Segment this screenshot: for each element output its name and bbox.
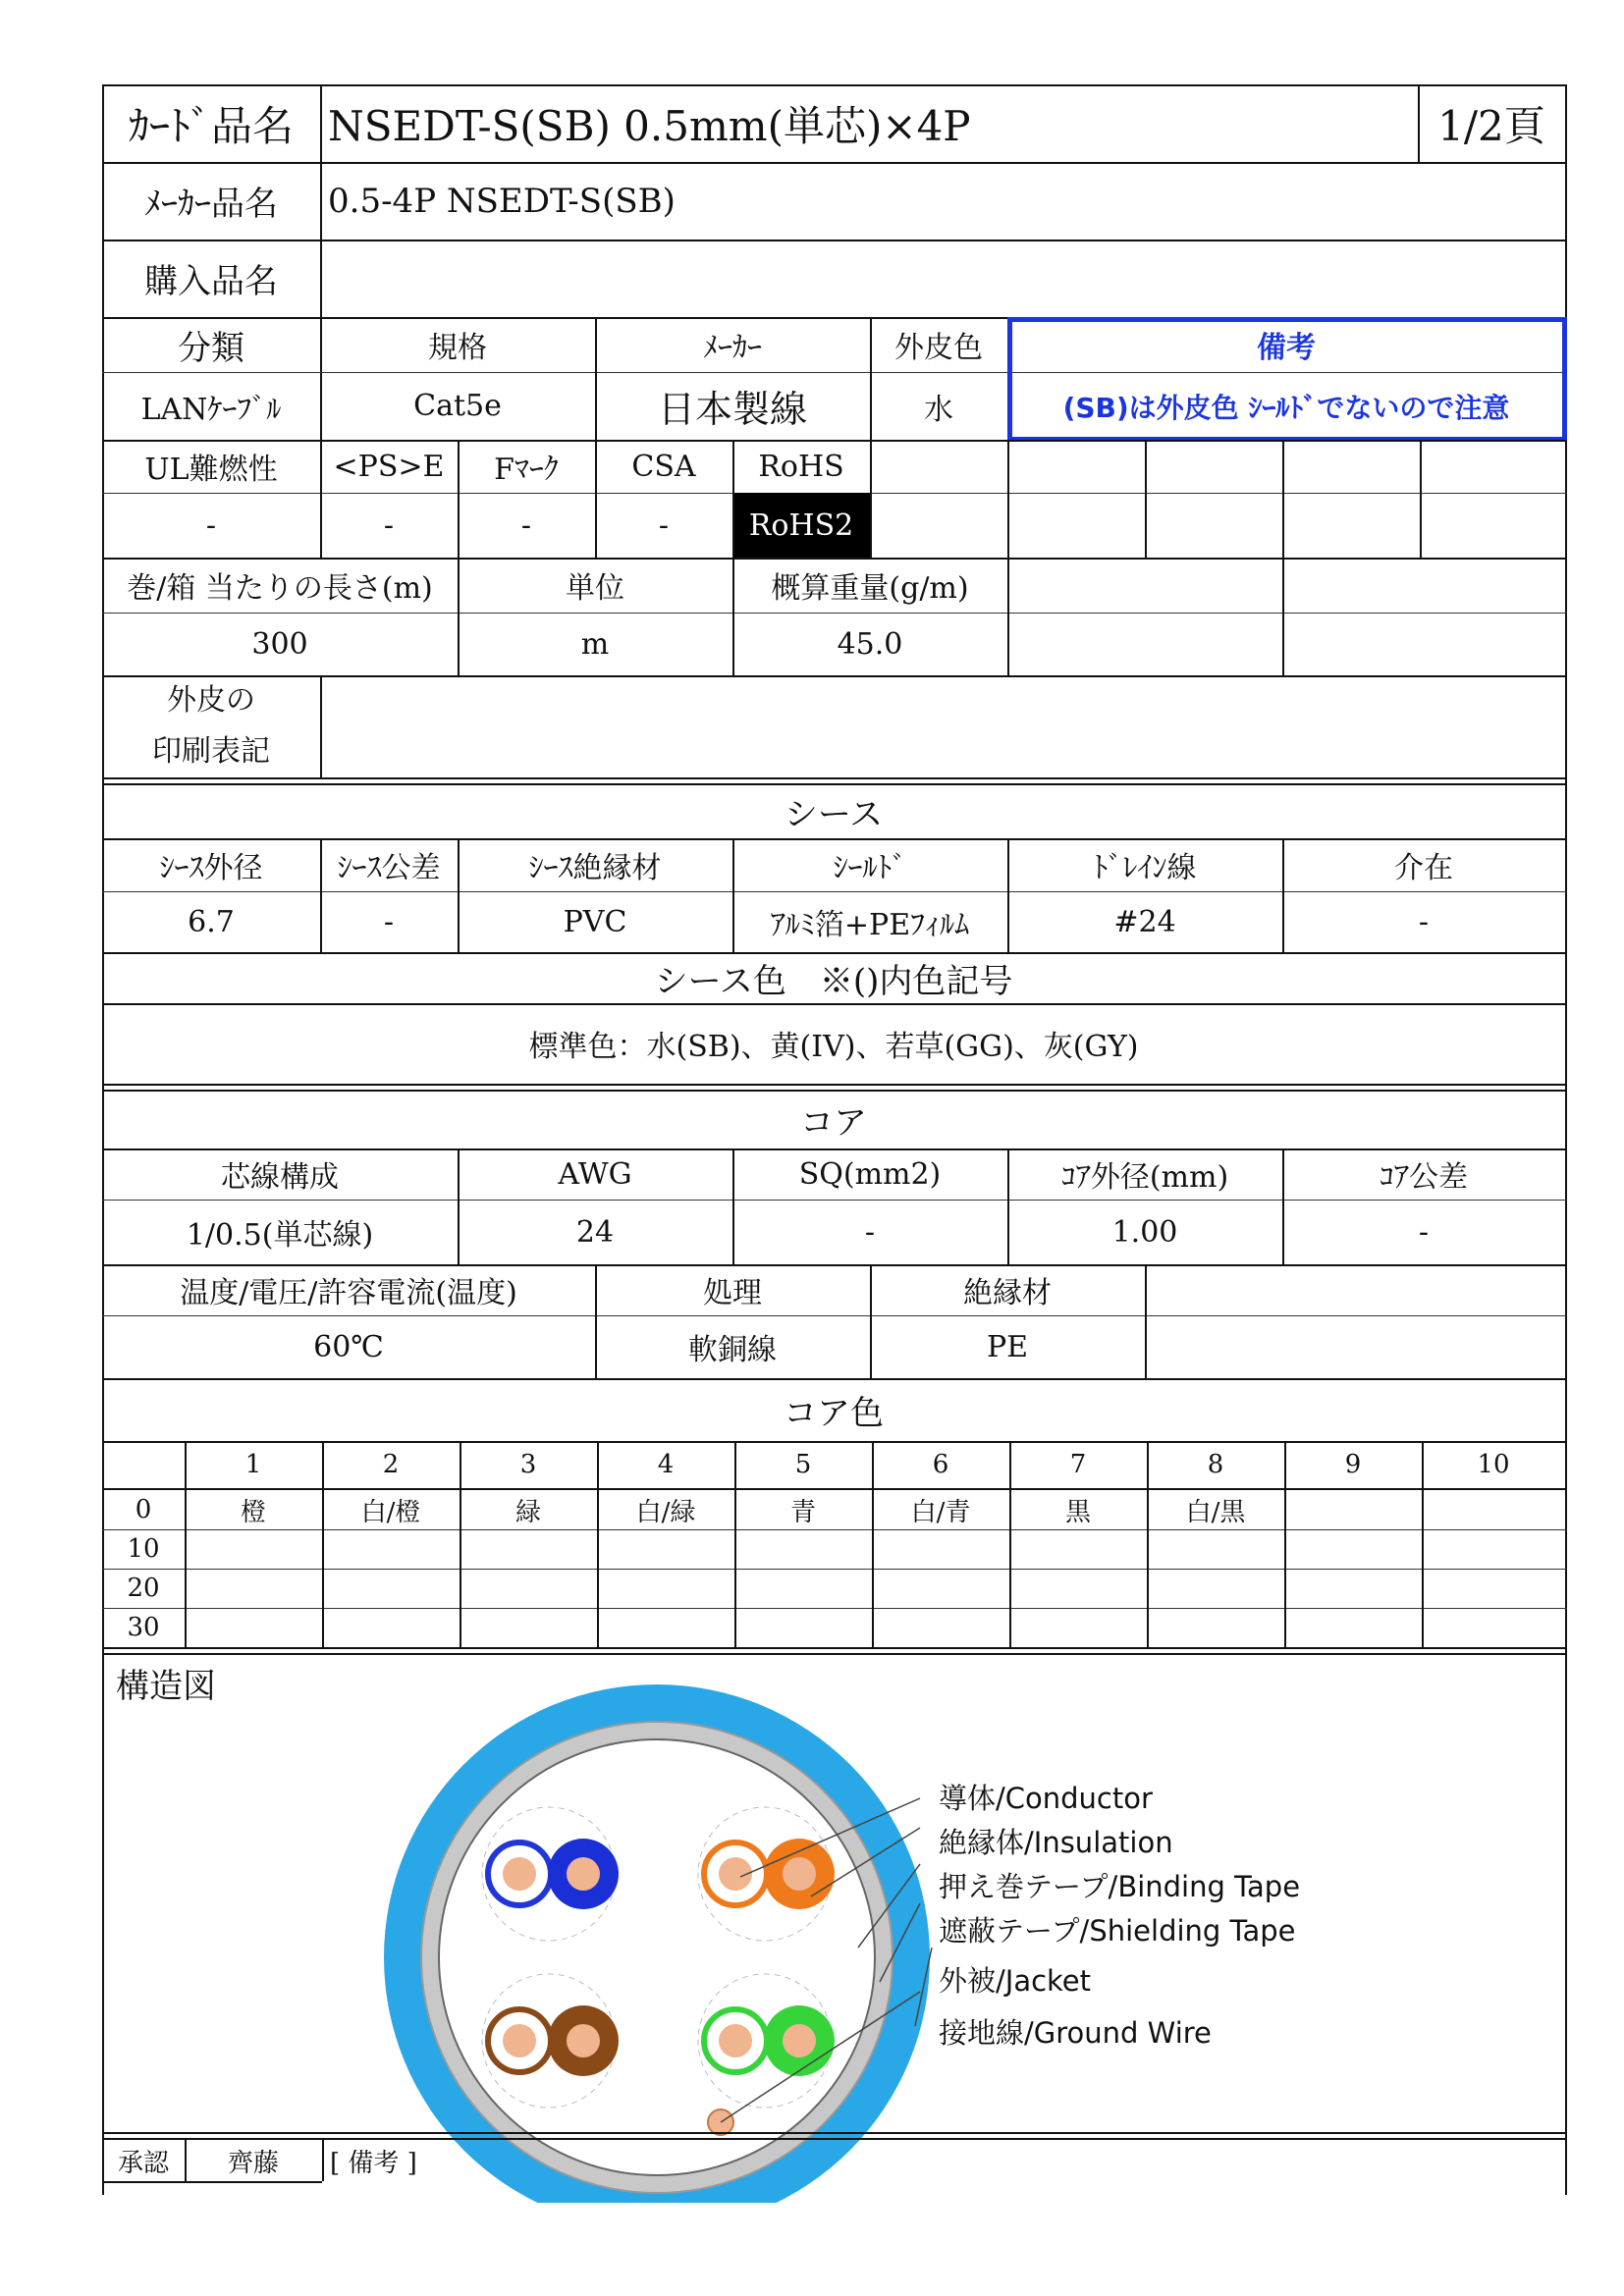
note-header: 備考 [1257,331,1316,365]
cert-fmark-value: - [520,507,532,543]
purchase-name-label: 購入品名 [144,262,278,301]
sheath-od-value: 6.7 [188,904,235,939]
core-color-9 [1284,1490,1422,1529]
length-value-row [102,613,1567,675]
maker-name-row [102,162,1567,240]
shield-header: ｼｰﾙﾄﾞ [833,851,907,885]
sheath-color-title-row [102,952,1567,1003]
core-color-3: 緑 [514,1497,541,1527]
sheath-material-value: PVC [563,904,627,939]
note-value: (SB)は外皮色 ｼｰﾙﾄﾞでないので注意 [1062,391,1510,424]
unit-value: m [580,626,610,662]
cert-csa-value: - [658,507,670,543]
weight-value: 45.0 [837,626,903,662]
maker-name-value: 0.5-4P NSEDT-S(SB) [328,181,676,221]
maker-name-label: ﾒｰｶｰ品名 [144,185,278,224]
sheath-title: シース [784,794,884,834]
print-label: 外皮の 印刷表記 [152,683,270,769]
cert-ul-value: - [205,507,217,543]
col-2: 2 [382,1450,400,1479]
weight-header: 概算重量(g/m) [771,571,969,606]
core-title: コア [800,1102,867,1143]
col-8: 8 [1207,1450,1224,1479]
core-value2-row [102,1315,1567,1378]
kikaku-value: Cat5e [413,389,502,423]
maker-header: ﾒｰｶｰ [703,331,762,365]
approve-label: 承認 [117,2148,169,2178]
core-tol-header: ｺｱ公差 [1380,1160,1468,1195]
core-title-row [102,1090,1567,1148]
cert-pse-header: <PS>E [333,449,445,484]
core-header-row [102,1148,1567,1200]
label-conductor: 導体/Conductor [939,1782,1153,1815]
binding-tape-layer [439,1739,875,2175]
card-name-value: NSEDT-S(SB) 0.5mm(単芯)×4P [328,101,971,150]
treatment-value: 軟銅線 [688,1333,777,1367]
length-header-row [102,558,1567,613]
sheath-color-title: シース色 ※()内色記号 [654,961,1013,1001]
length-value: 300 [251,626,308,662]
purchase-name-row [102,240,1567,317]
awg-header: AWG [558,1156,632,1192]
label-binding-tape: 押え巻テープ/Binding Tape [939,1870,1301,1903]
footer-note: [ 備考 ] [330,2148,417,2178]
treatment-header: 処理 [703,1276,762,1310]
print-value [320,675,1557,777]
purchase-name-value [320,240,1557,317]
core-color-4: 白/緑 [635,1497,696,1527]
core-header2-row [102,1264,1567,1315]
col-6: 6 [932,1450,949,1479]
col-4: 4 [657,1450,675,1479]
core-od-header: ｺｱ外径(mm) [1060,1160,1229,1195]
cert-csa-header: CSA [631,449,696,484]
label-shielding-tape: 遮蔽テープ/Shielding Tape [939,1914,1296,1948]
insulation-header: 絶縁材 [963,1276,1052,1310]
unit-header: 単位 [566,571,624,606]
card-name-label: ｶｰﾄﾞ品名 [128,101,294,150]
jacket-color-header: 外皮色 [894,331,983,365]
sq-value: - [864,1214,876,1250]
row-label-20: 20 [127,1574,160,1603]
cert-rohs-value: RoHS2 [732,493,870,558]
col-3: 3 [519,1450,537,1479]
temp-header: 温度/電圧/許容電流(温度) [180,1276,517,1310]
diagram-title: 構造図 [116,1667,216,1706]
sheath-tol-header: ｼｰｽ公差 [337,851,441,885]
filler-value: - [1418,904,1430,939]
label-ground-wire: 接地線/Ground Wire [939,2016,1212,2050]
core-color-1: 橙 [240,1497,266,1527]
core-color-title: コア色 [784,1393,884,1433]
maker-value: 日本製線 [657,388,807,431]
core-color-10 [1422,1490,1565,1529]
page-number: 1/2頁 [1437,101,1545,150]
sheath-material-header: ｼｰｽ絶縁材 [528,851,662,885]
label-insulation: 絶縁体/Insulation [939,1826,1173,1859]
core-value-row [102,1200,1567,1264]
core-structure-value: 1/0.5(単芯線) [186,1218,374,1253]
note-highlight-box [1007,317,1567,442]
bunrui-value: LANｹｰﾌﾞﾙ [140,392,282,427]
insulation-value: PE [986,1329,1029,1364]
row-label-30: 30 [127,1613,160,1642]
sheath-color-value: 標準色：水(SB)、黄(IV)、若草(GG)、灰(GY) [528,1030,1139,1064]
shield-value: ｱﾙﾐ箔+PEﾌｨﾙﾑ [770,908,970,942]
drain-value: #24 [1113,904,1176,939]
awg-value: 24 [575,1214,615,1250]
col-1: 1 [244,1450,262,1479]
core-color-title-row [102,1378,1567,1441]
core-od-value: 1.00 [1111,1214,1178,1250]
col-7: 7 [1069,1450,1087,1479]
cable-cross-section [102,1653,1565,2203]
drain-header: ﾄﾞﾚｲﾝ線 [1093,851,1197,885]
sheath-od-header: ｼｰｽ外径 [159,851,263,885]
sheath-title-row [102,783,1567,838]
length-header: 巻/箱 当たりの長さ(m) [127,571,433,606]
filler-header: 介在 [1394,851,1453,885]
jacket-color-value: 水 [924,392,953,427]
col-10: 10 [1477,1450,1510,1479]
core-tol-value: - [1418,1214,1430,1250]
spec-sheet [102,84,1567,2195]
sheath-color-row [102,1003,1567,1084]
col-5: 5 [794,1450,812,1479]
core-color-5: 青 [789,1497,816,1527]
core-structure-header: 芯線構成 [221,1160,339,1195]
bunrui-header: 分類 [178,328,244,368]
core-color-6: 白/青 [910,1497,971,1527]
col-9: 9 [1344,1450,1362,1479]
row-label-0: 0 [135,1495,152,1524]
approver-name: 齊藤 [227,2148,279,2178]
core-color-8: 白/黒 [1185,1497,1246,1527]
cert-fmark-header: Fﾏｰｸ [494,453,559,487]
cert-rohs-header: RoHS [758,449,844,484]
temp-value: 60℃ [313,1329,384,1364]
cert-ul-header: UL難燃性 [144,453,278,487]
sheath-tol-value: - [383,904,395,939]
row-label-10: 10 [127,1534,160,1564]
core-color-2: 白/橙 [360,1497,421,1527]
core-color-7: 黒 [1064,1497,1091,1527]
sq-header: SQ(mm2) [798,1156,942,1192]
label-jacket: 外被/Jacket [939,1964,1092,1998]
kikaku-header: 規格 [428,331,487,365]
cert-pse-value: - [383,507,395,543]
